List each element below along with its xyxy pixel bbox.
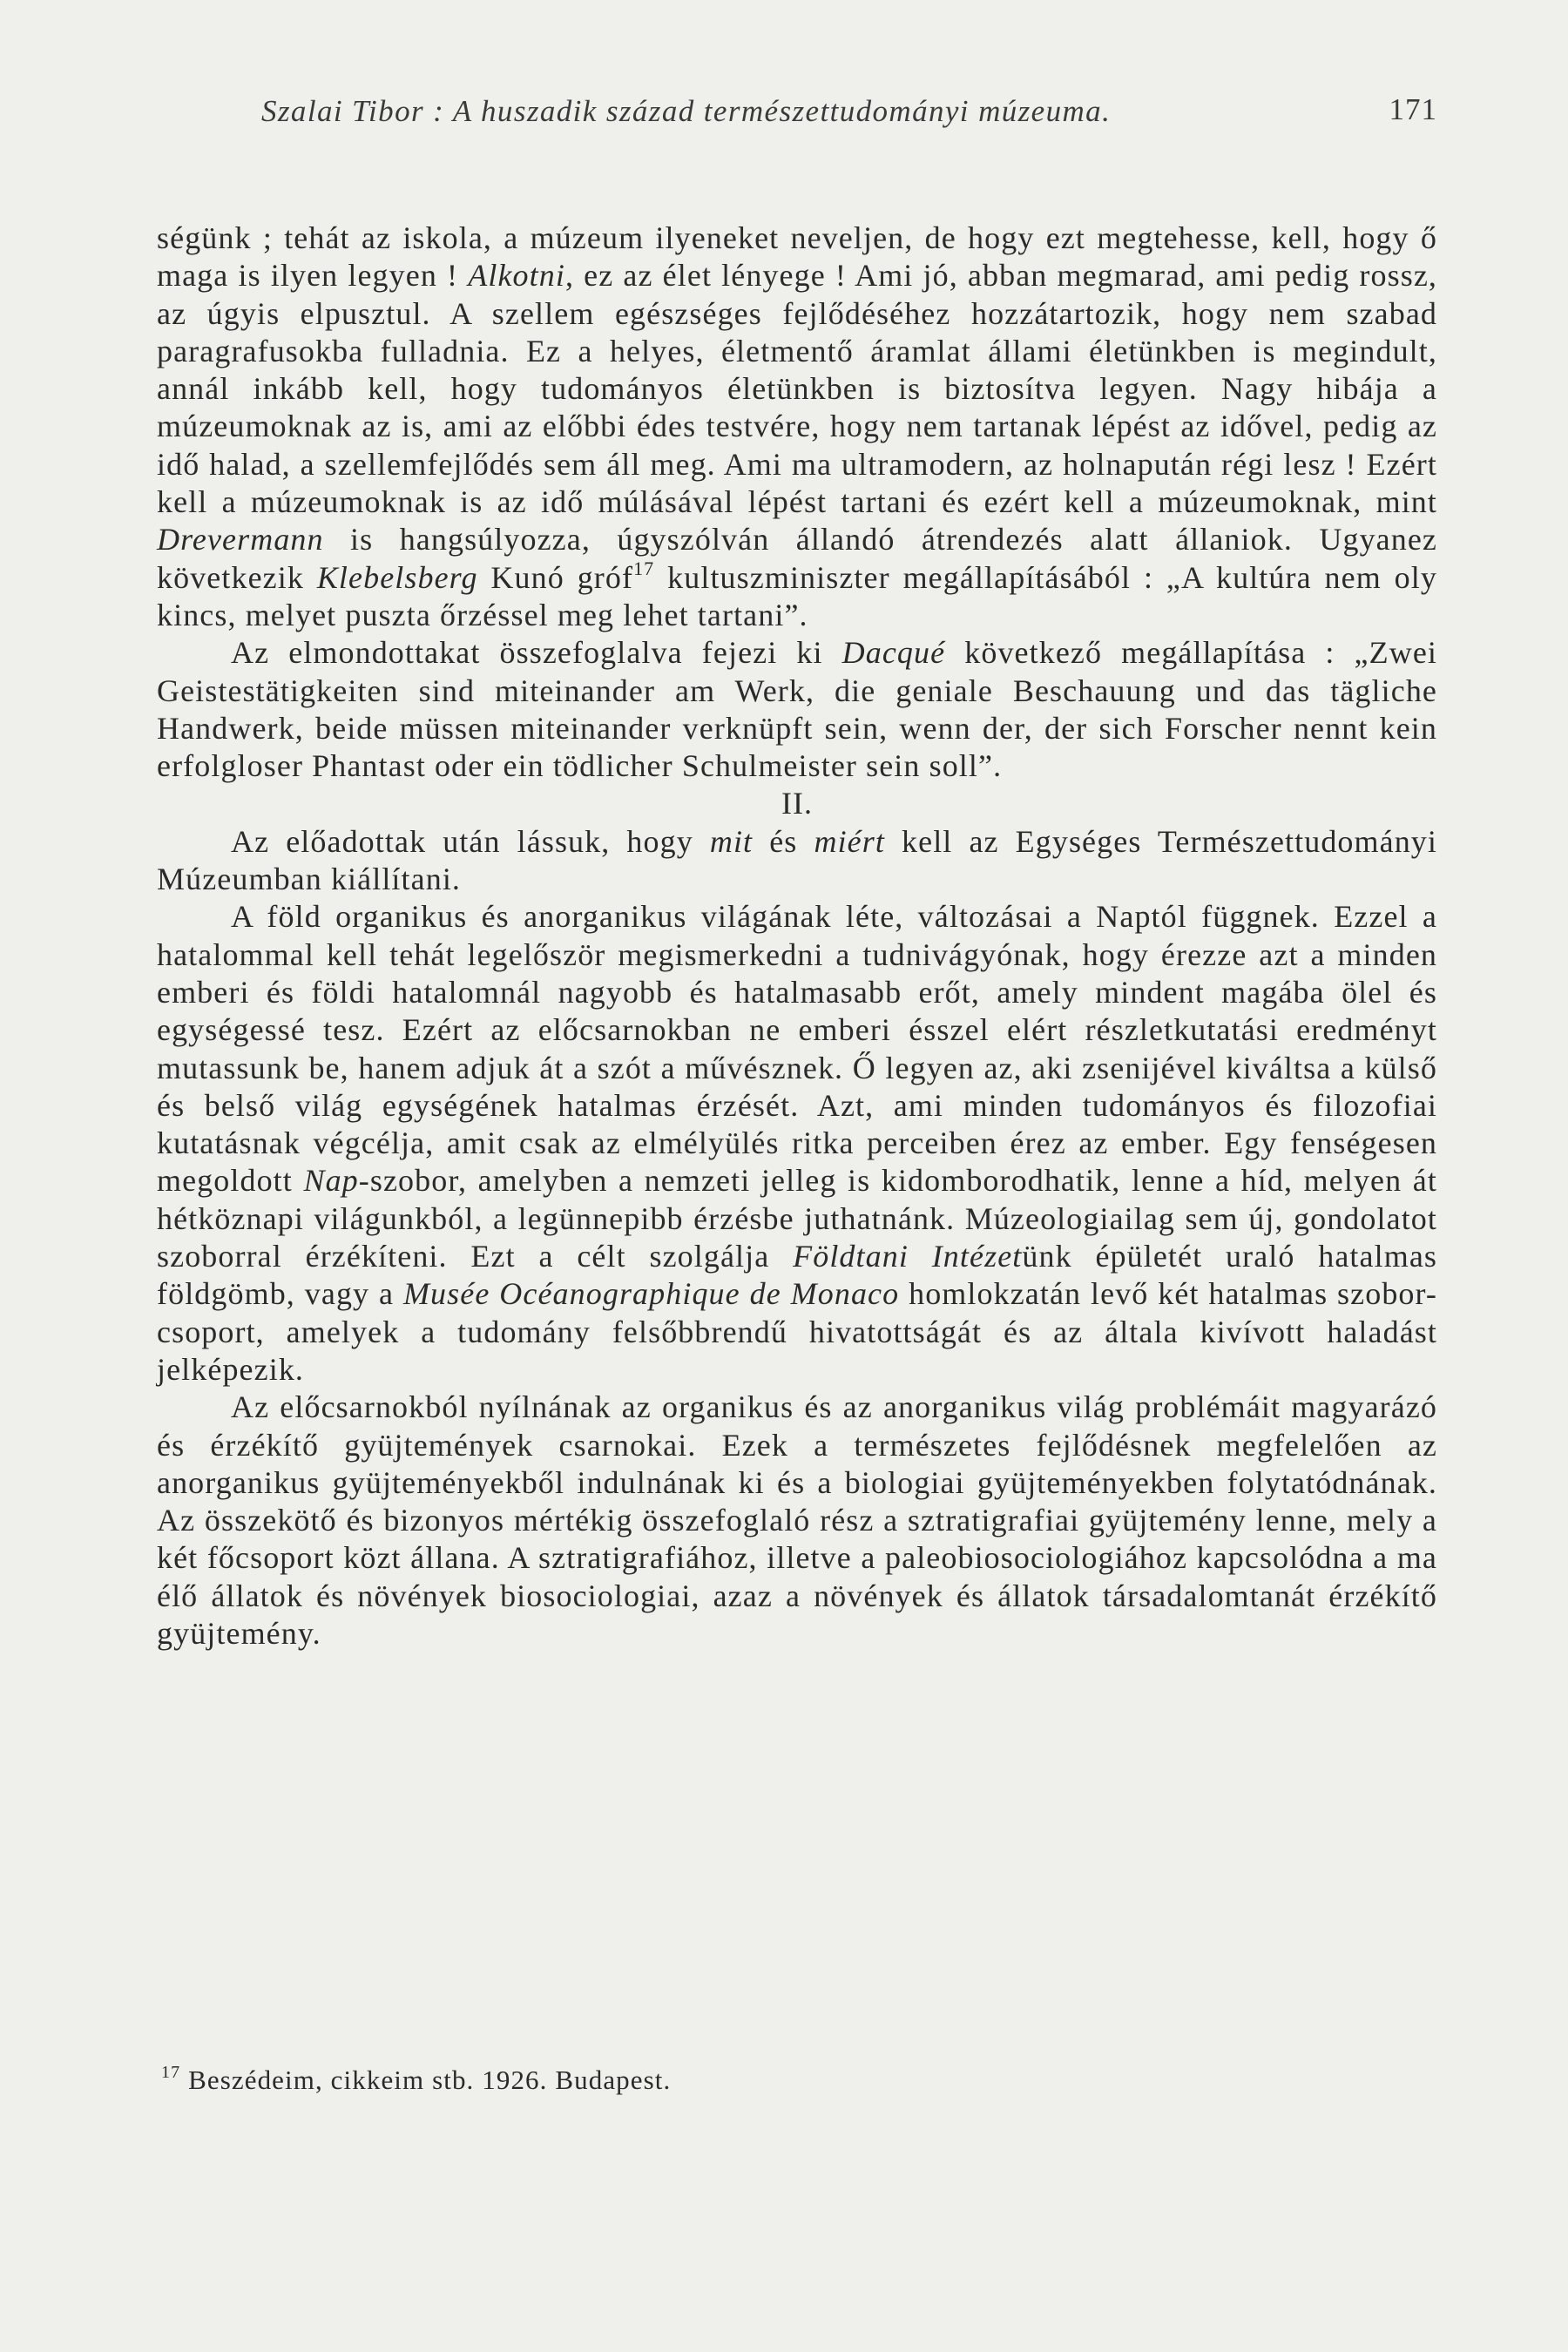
paragraph (157, 823, 1437, 899)
italic-run: Klebelsberg (316, 559, 478, 595)
footnote-text: Beszédeim, cikkeim stb. 1926. Budapest. (188, 2065, 672, 2095)
text-run: ünk épületét uraló hatalmas földgömb, vagy a (157, 1239, 1438, 1312)
text-run: Az elmondottakat összefoglalva fejezi ki (231, 635, 842, 671)
italic-run: mit (709, 823, 754, 859)
italic-run: Musée Océanographique de Monaco (402, 1276, 900, 1312)
text-run: is hangsúlyozza, úgyszólván állandó átrendezés alatt állaniok. Ugyanez következik (157, 522, 1437, 595)
paragraph (157, 634, 1437, 785)
text-run: kultuszminiszter megállapításából : „A kultúra nem oly kincs, melyet puszta őrzéssel meg lehet tartani”. (157, 559, 1437, 632)
paragraph (157, 1389, 1437, 1652)
italic-run: Nap (303, 1163, 359, 1199)
footnote (161, 2063, 1437, 2098)
text-run: Az előadottak után lássuk, hogy (231, 823, 710, 859)
footnote-mark: 17 (161, 2062, 181, 2082)
footnote-reference: 17 (633, 557, 655, 579)
text-run: ségünk ; tehát az iskola, a múzeum ilyeneket neveljen, de hogy ezt megtehesse, kell, hogy ő maga is ilyen legyen ! (157, 220, 1437, 294)
section-numeral: II. (781, 786, 813, 821)
running-head (157, 87, 1437, 139)
italic-run: Dacqué (841, 635, 946, 671)
text-run: következő megállapítása : „Zwei Geistestätigkeiten sind miteinander am Werk, die geniale Beschauung und das tägliche Handwerk, beide müssen miteinander verknüpft sein, wenn der, der sich Forscher nennt kein erfolgloser Phantast oder ein tödlicher Schulmeister sein soll”. (157, 635, 1438, 784)
text-run: Kunó gróf (477, 559, 634, 595)
running-title: Szalai Tibor : A huszadik század természettudományi múzeuma. (261, 94, 1112, 128)
text-run: , ez az élet lényege ! Ami jó, abban megmarad, ami pedig rossz, az úgyis elpusztul. A szellem egészséges fejlődéséhez hozzátartozik, hogy nem szabad paragrafusokba fulladnia. Ez a helyes, életmentő áramlat állami életünkben is megindult, annál inkább kell, hogy tudományos életünkben is biztosítva legyen. Nagy hibája a múzeumoknak az is, ami az előbbi édes testvére, hogy nem tartanak lépést az idővel, pedig az idő halad, a szellemfejlődés sem áll meg. Ami ma ultramodern, az holnapután régi lesz ! Ezért kell a múzeumoknak is az idő múlásával lépést tartani és ezért kell a múzeumoknak, mint (157, 258, 1437, 520)
text-run: és (753, 823, 814, 859)
italic-run: miért (814, 823, 885, 859)
italic-run: Földtani Intézet (793, 1239, 1023, 1274)
body-text (157, 220, 1437, 1652)
text-run: Az előcsarnokból nyílnának az organikus és az anorganikus világ problémáit magyarázó és érzékítő gyüjtemények csarnokai. Ezek a természetes fejlődésnek megfelelően az anorganikus gyüjteményekből indulnának ki és a biologiai gyüjteményekben folytatódnának. Az összekötő és bizonyos mértékig összefoglaló rész a sztratigrafiai gyüjtemény lenne, mely a két főcsoport közt állana. A sztratigrafiához, illetve a paleobiosociologiához kapcsolódna a ma élő állatok és növények biosociologiai, azaz a növények és állatok társadalomtanát érzékítő gyüjtemény. (157, 1389, 1437, 1651)
page-number: 171 (1389, 92, 1437, 126)
text-run: -szobor, amelyben a nemzeti jelleg is kidomborodhatik, lenne a híd, melyen át hétköznapi világunkból, a legünnepibb érzésbe juthatnánk. Múzeologiailag sem új, gondolatot szoborral érzékíteni. Ezt a célt szolgálja (157, 1163, 1437, 1274)
italic-run: Drevermann (157, 522, 324, 558)
text-run: kell az Egységes Természettudományi Múzeumban kiállítani. (157, 823, 1438, 897)
text-run: homlokzatán levő két hatalmas szobor-csoport, amelyek a tudomány felsőbbrendű hivatottságát és az általa kivívott haladást jelképezik. (157, 1276, 1437, 1387)
text-run: A föld organikus és anorganikus világának léte, változásai a Naptól függnek. Ezzel a hatalommal kell tehát legelőször megismerkedni a tudnivágyónak, hogy érezze azt a minden emberi és földi hatalomnál nagyobb és hatalmasabb erőt, amely mindent magába ölel és egységessé tesz. Ezért az előcsarnokban ne emberi ésszel elért részletkutatási eredményt mutassunk be, hanem adjuk át a szót a művésznek. Ő legyen az, aki zsenijével kiváltsa a külső és belső világ egységének hatalmas érzését. Azt, ami minden tudományos és filozofiai kutatásnak végcélja, amit csak az elmélyülés ritka perceiben érez az ember. Egy fenségesen megoldott (157, 899, 1437, 1199)
paragraph (157, 220, 1437, 634)
italic-run: Alkotni (468, 258, 565, 294)
paragraph (157, 898, 1437, 1389)
